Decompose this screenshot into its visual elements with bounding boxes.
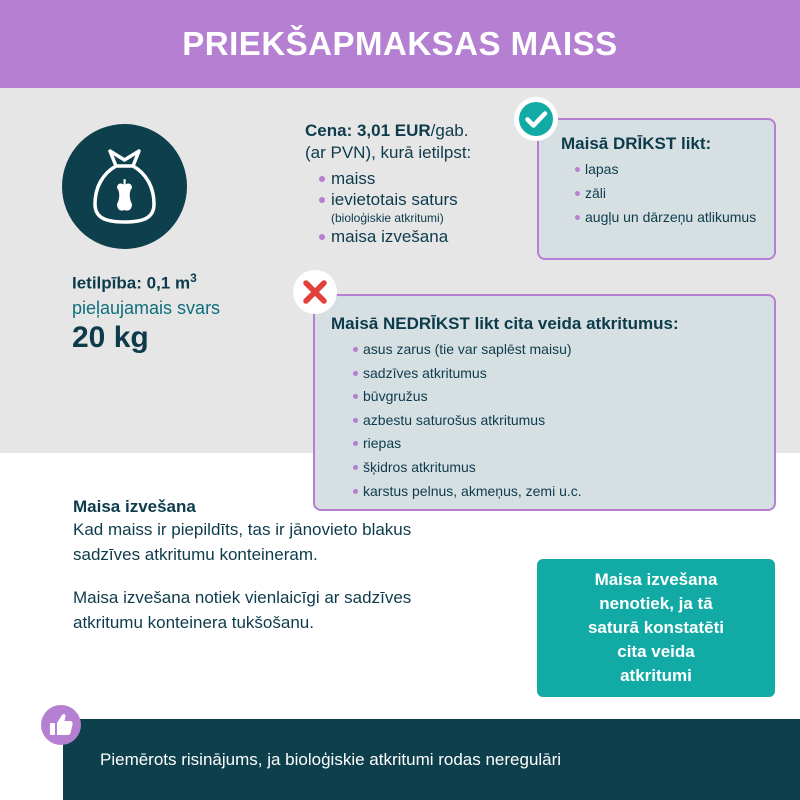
price-info — [305, 120, 535, 247]
page-title: PRIEKŠAPMAKSAS MAISS — [182, 25, 618, 62]
list-item: būvgružus — [353, 387, 760, 406]
list-item: maiss — [319, 168, 535, 189]
allowed-title: Maisā DRĪKST likt: — [561, 134, 712, 153]
cross-icon — [293, 270, 337, 314]
weight-label: pieļaujamais svars — [72, 297, 221, 318]
thumb-badge — [41, 705, 81, 745]
pickup-paragraph-2: Maisa izvešana notiek vienlaicīgi ar sadzīves atkritumu konteinera tukšošanu. — [73, 588, 412, 632]
cross-badge — [293, 270, 337, 314]
weight-value: 20 kg — [72, 320, 149, 354]
list-item: asus zarus (tie var saplēst maisu) — [353, 340, 760, 359]
list-item: riepas — [353, 434, 760, 453]
forbidden-items-box — [313, 294, 776, 511]
capacity-info — [72, 271, 292, 355]
list-item: karstus pelnus, akmeņus, zemi u.c. — [353, 482, 760, 501]
footer-text: Piemērots risinājums, ja bioloģiskie atkritumi rodas neregulāri — [100, 749, 562, 769]
thumbs-up-icon — [41, 705, 81, 745]
price-includes-list — [319, 168, 535, 247]
price-unit: /gab. — [430, 121, 469, 140]
list-item: zāli — [575, 184, 760, 203]
list-item: sadzīves atkritumus — [353, 364, 760, 383]
list-item: azbestu saturošus atkritumus — [353, 411, 760, 430]
list-item: lapas — [575, 160, 760, 179]
pickup-title: Maisa izvešana — [73, 497, 196, 516]
price-line — [305, 120, 535, 142]
price-note: (ar PVN), kurā ietilpst: — [305, 143, 472, 162]
bag-badge — [62, 124, 187, 249]
allowed-items-box — [537, 118, 776, 260]
checkmark-icon — [514, 97, 558, 141]
allowed-list — [575, 160, 760, 227]
bag-icon — [62, 124, 187, 249]
pickup-paragraph-1: Kad maiss ir piepildīts, tas ir jānovieto blakus sadzīves atkritumu konteineram. — [73, 520, 412, 564]
forbidden-list — [353, 340, 760, 501]
list-item: šķidros atkritumus — [353, 458, 760, 477]
forbidden-title: Maisā NEDRĪKST likt cita veida atkritumus: — [331, 314, 679, 333]
pickup-info — [73, 497, 413, 635]
notice-box — [537, 559, 775, 697]
price-label: Cena: 3,01 EUR — [305, 121, 431, 140]
list-item: maisa izvešana — [319, 226, 535, 247]
list-item: ievietotais saturs (bioloģiskie atkritumi) — [319, 189, 535, 226]
capacity-label: Ietilpība: 0,1 $m^3$ — [72, 271, 197, 293]
capacity-exponent: 3 — [190, 271, 197, 285]
list-item-subnote: (bioloģiskie atkritumi) — [331, 211, 444, 225]
header-banner — [0, 0, 800, 88]
check-badge — [514, 97, 558, 141]
list-item: augļu un dārzeņu atlikumus — [575, 208, 760, 227]
notice-text: Maisa izvešana nenotiek, ja tā saturā konstatēti cita veida atkritumi — [587, 570, 725, 685]
footer-banner — [63, 719, 800, 800]
